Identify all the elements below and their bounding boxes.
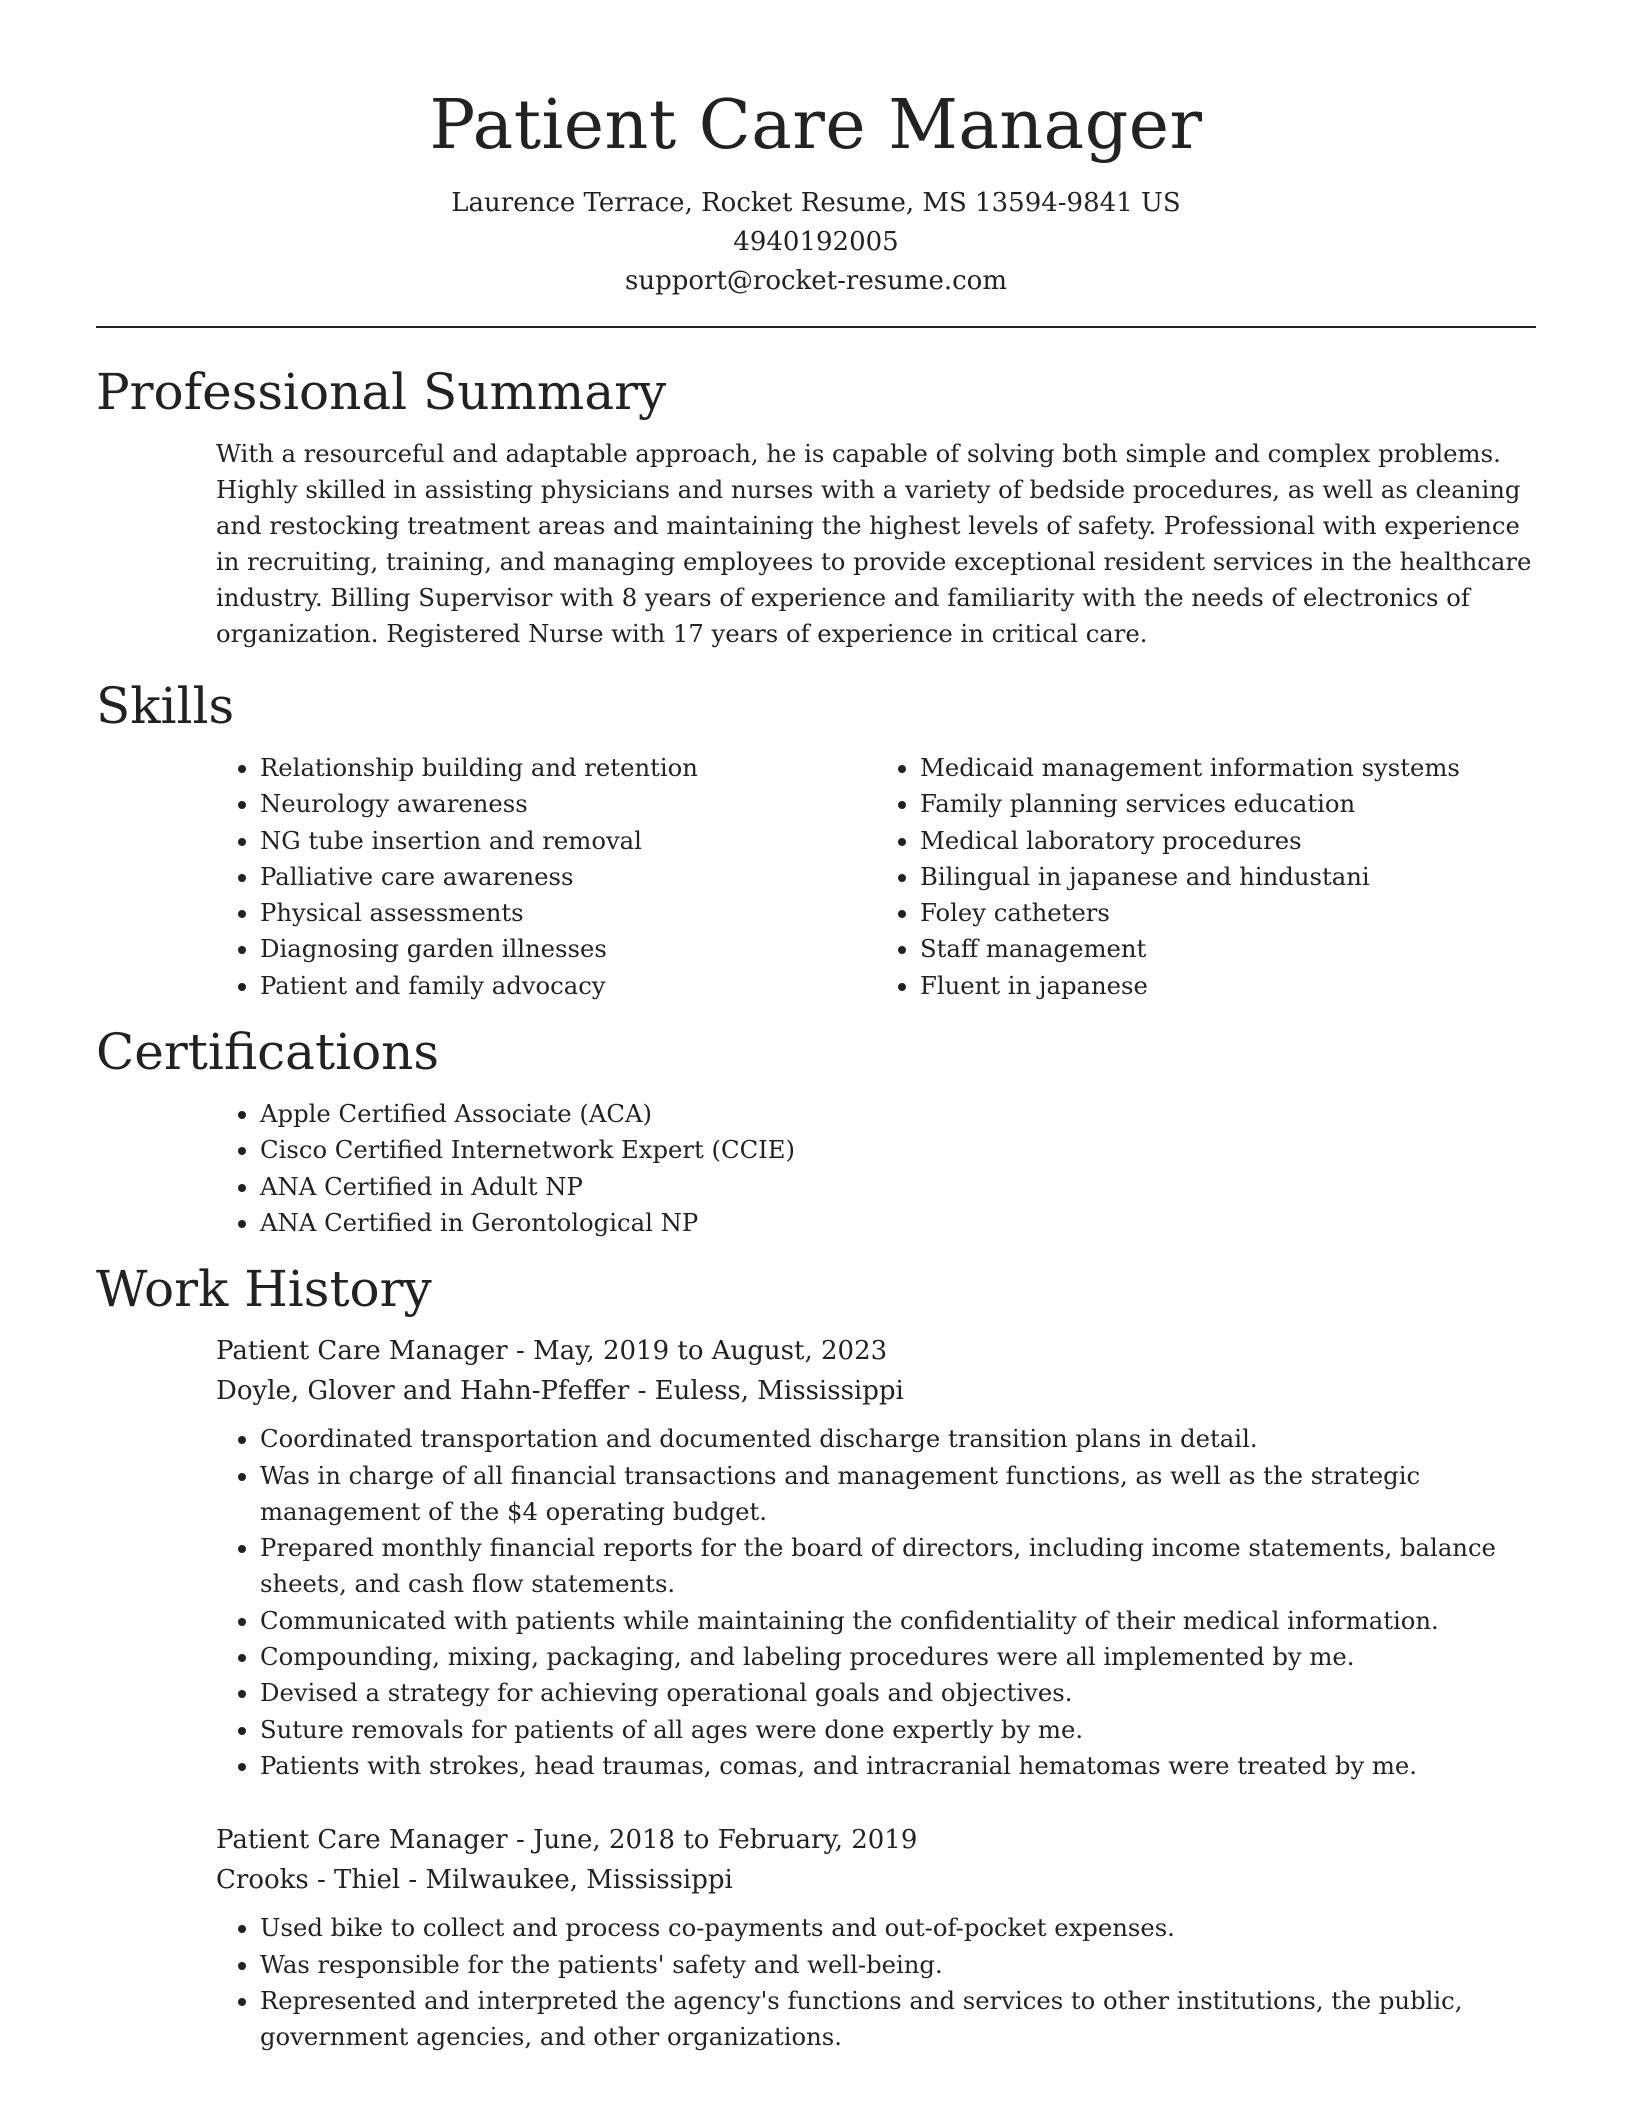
certifications-list	[216, 1096, 1536, 1241]
job-bullet: • Prepared monthly financial reports for the board of directors, including income statements, balance sheets, and cash flow statements.	[260, 1530, 1536, 1603]
header-divider	[96, 326, 1536, 328]
job-bullet: • Compounding, mixing, packaging, and labeling procedures were all implemented by me.	[260, 1639, 1536, 1675]
certification-item: • ANA Certified in Adult NP	[260, 1169, 1536, 1205]
contact-address: Laurence Terrace, Rocket Resume, MS 13594-9841 US	[451, 188, 1181, 218]
professional-summary-section	[96, 362, 1536, 652]
job-bullet: • Communicated with patients while maintaining the confidentiality of their medical information.	[260, 1603, 1536, 1639]
job-bullet: • Was in charge of all financial transactions and management functions, as well as the strategic management of the $4 operating budget.	[260, 1458, 1536, 1531]
skill-item: • Bilingual in japanese and hindustani	[920, 859, 1536, 895]
job-bullet: • Suture removals for patients of all ages were done expertly by me.	[260, 1712, 1536, 1748]
skill-item: • Family planning services education	[920, 786, 1536, 822]
skills-list-left	[216, 750, 876, 1004]
skill-item: • NG tube insertion and removal	[260, 823, 876, 859]
skills-list-right	[876, 750, 1536, 1004]
skill-item: • Medicaid management information systems	[920, 750, 1536, 786]
skill-item: • Fluent in japanese	[920, 968, 1536, 1004]
job-title: Patient Care Manager	[216, 1825, 508, 1856]
section-title-summary: Professional Summary	[96, 363, 667, 421]
job-dates: May, 2019 to August, 2023	[533, 1336, 888, 1367]
skill-item: • Foley catheters	[920, 895, 1536, 931]
skill-item: • Staff management	[920, 931, 1536, 967]
skill-item: • Patient and family advocacy	[260, 968, 876, 1004]
section-title-work-history: Work History	[96, 1260, 432, 1319]
skill-item: • Palliative care awareness	[260, 859, 876, 895]
certification-item: • ANA Certified in Gerontological NP	[260, 1205, 1536, 1241]
skill-item: • Medical laboratory procedures	[920, 823, 1536, 859]
contact-phone: 4940192005	[733, 227, 899, 257]
skill-item: • Physical assessments	[260, 895, 876, 931]
job-entry	[216, 1820, 1536, 2055]
section-title-skills: Skills	[96, 677, 235, 735]
certifications-section	[96, 1022, 1536, 1241]
certifications-block	[216, 1096, 1536, 1241]
job-location: Euless, Mississippi	[654, 1376, 904, 1407]
job-company: Doyle, Glover and Hahn-Pfeffer	[216, 1376, 630, 1407]
job-bullet: • Was responsible for the patients' safety and well-being.	[260, 1947, 1536, 1983]
work-history-section	[96, 1259, 1536, 2055]
job-bullet: • Used bike to collect and process co-payments and out-of-pocket expenses.	[260, 1910, 1536, 1946]
resume-header	[96, 0, 1536, 301]
job-bullet: • Patients with strokes, head traumas, comas, and intracranial hematomas were treated by me.	[260, 1748, 1536, 1784]
certification-item: • Apple Certified Associate (ACA)	[260, 1096, 1536, 1132]
summary-text: With a resourceful and adaptable approach, he is capable of solving both simple and complex problems. Highly skilled in assisting physicians and nurses with a variety of bedside procedures, as well as cleaning and restocking treatment areas and maintaining the highest levels of safety. Professional with experience in recruiting, training, and managing employees to provide exceptional resident services in the healthcare industry. Billing Supervisor with 8 years of experience and familiarity with the needs of electronics of organization. Registered Nurse with 17 years of experience in critical care.	[216, 439, 1532, 648]
job-bullet: • Coordinated transportation and documented discharge transition plans in detail.	[260, 1421, 1536, 1457]
certification-item: • Cisco Certified Internetwork Expert (CCIE)	[260, 1132, 1536, 1168]
job-dates: June, 2018 to February, 2019	[533, 1825, 918, 1856]
skills-columns	[216, 750, 1536, 1004]
skills-section	[96, 676, 1536, 1004]
job-bullet: • Devised a strategy for achieving operational goals and objectives.	[260, 1675, 1536, 1711]
job-company-line: Crooks - Thiel - Milwaukee, Mississippi	[216, 1865, 733, 1896]
resume-page	[96, 0, 1536, 2055]
job-title: Patient Care Manager	[216, 1336, 508, 1367]
job-company: Crooks - Thiel	[216, 1865, 401, 1896]
job-bullets	[216, 1910, 1536, 2055]
job-company-line: Doyle, Glover and Hahn-Pfeffer - Euless, Mississippi	[216, 1376, 904, 1407]
job-title-line: Patient Care Manager - June, 2018 to February, 2019	[216, 1825, 918, 1856]
contact-block	[96, 184, 1536, 301]
skill-item: • Diagnosing garden illnesses	[260, 931, 876, 967]
job-bullet: • Represented and interpreted the agency's functions and services to other institutions, the public, government agencies, and other organizations.	[260, 1983, 1536, 2056]
job-title-line: Patient Care Manager - May, 2019 to August, 2023	[216, 1336, 888, 1367]
skill-item: • Neurology awareness	[260, 786, 876, 822]
resume-name: Patient Care Manager	[429, 86, 1203, 165]
skill-item: • Relationship building and retention	[260, 750, 876, 786]
section-title-certifications: Certifications	[96, 1023, 440, 1082]
job-entry	[216, 1331, 1536, 1784]
job-location: Milwaukee, Mississippi	[425, 1865, 733, 1896]
contact-email: support@rocket-resume.com	[624, 266, 1007, 296]
job-bullets	[216, 1421, 1536, 1784]
